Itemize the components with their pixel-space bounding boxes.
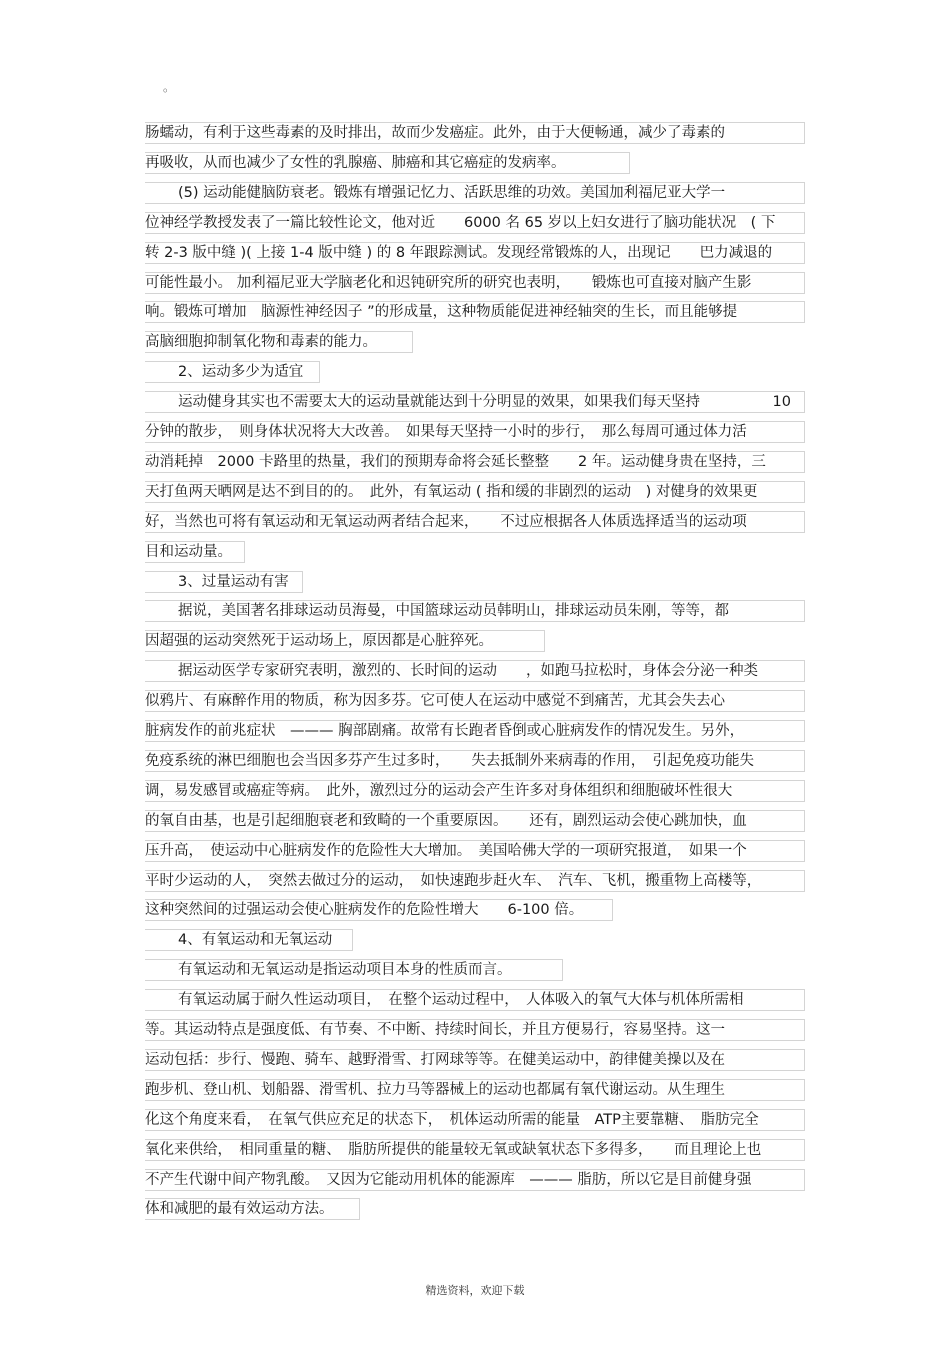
text-line-content: 动消耗掉 2000 卡路里的热量，我们的预期寿命将会延长整整 2 年。运动健身贵在坚持，三 xyxy=(145,453,766,470)
text-line xyxy=(0,987,950,1017)
text-line xyxy=(0,270,950,300)
text-line xyxy=(0,1196,950,1226)
text-line-content: 免疫系统的淋巴细胞也会当因多芬产生过多时， 失去抵制外来病毒的作用， 引起免疫功能失 xyxy=(145,752,754,769)
text-line xyxy=(0,957,950,987)
text-line-content: 转 2-3 版中缝 )( 上接 1-4 版中缝 ) 的 8 年跟踪测试。发现经常锻炼的人，出现记 巴力减退的 xyxy=(145,244,773,261)
text-line xyxy=(0,838,950,868)
text-line-content: 有氧运动属于耐久性运动项目， 在整个运动过程中， 人体吸入的氧气大体与机体所需相 xyxy=(178,992,744,1009)
text-line xyxy=(0,150,950,180)
text-line-content: 等。其运动特点是强度低、有节奏、不中断、持续时间长，并且方便易行，容易坚持。这一 xyxy=(145,1022,725,1038)
text-line xyxy=(0,180,950,210)
text-line xyxy=(0,210,950,240)
text-line-content: 的氧自由基，也是引起细胞衰老和致畸的一个重要原因。 还有，剧烈运动会使心跳加快，血 xyxy=(145,812,747,829)
text-line-content: 可能性最小。 加利福尼亚大学脑老化和迟钝研究所的研究也表明， 锻炼也可直接对脑产生影 xyxy=(145,274,752,291)
text-line xyxy=(0,419,950,449)
text-line-content: 位神经学教授发表了一篇比较性论文，他对近 6000 名 65 岁以上妇女进行了脑功能状况 ( 下 xyxy=(145,214,776,231)
text-line-content: 有氧运动和无氧运动是指运动项目本身的性质而言。 xyxy=(178,962,512,979)
text-line-content: 好，当然也可将有氧运动和无氧运动两者结合起来， 不过应根据各人体质选择适当的运动项 xyxy=(145,513,747,530)
text-line xyxy=(0,1047,950,1077)
text-line xyxy=(0,1107,950,1137)
text-line-content: 2、运动多少为适宜 xyxy=(178,364,304,381)
text-line-content: 脏病发作的前兆症状 ——— 胸部剧痛。故常有长跑者昏倒或心脏病发作的情况发生。另外， xyxy=(145,723,745,739)
text-line-content: 似鸦片、有麻醉作用的物质，称为因多芬。它可使人在运动中感觉不到痛苦，尤其会失去心 xyxy=(145,693,725,710)
text-line xyxy=(0,569,950,599)
text-line xyxy=(0,539,950,569)
text-line-content: 据运动医学专家研究表明，激烈的、长时间的运动 ，如跑马拉松时，身体会分泌一种类 xyxy=(178,663,758,680)
page-marker: 。 xyxy=(163,80,176,94)
text-line xyxy=(0,359,950,389)
text-line-content: 目和运动量。 xyxy=(145,543,232,560)
text-line xyxy=(0,1167,950,1197)
text-line xyxy=(0,1077,950,1107)
text-line xyxy=(0,688,950,718)
text-line-content: 运动健身其实也不需要太大的运动量就能达到十分明显的效果，如果我们每天坚持 10 xyxy=(178,394,791,411)
text-line-content: 化这个角度来看， 在氧气供应充足的状态下， 机体运动所需的能量 ATP主要靠糖、 脂肪完全 xyxy=(145,1111,759,1128)
text-line xyxy=(0,329,950,359)
text-line-content: 这种突然间的过强运动会使心脏病发作的危险性增大 6-100 倍。 xyxy=(145,902,584,919)
text-line-content: 4、有氧运动和无氧运动 xyxy=(178,932,333,949)
text-line-content: 平时少运动的人， 突然去做过分的运动， 如快速跑步赶火车、 汽车、飞机，搬重物上高楼等， xyxy=(145,872,762,889)
text-line-content: 分钟的散步， 则身体状况将大大改善。 如果每天坚持一小时的步行， 那么每周可通过体力活 xyxy=(145,424,747,440)
text-line xyxy=(0,808,950,838)
text-line xyxy=(0,240,950,270)
page-footer: 精选资料，欢迎下载 xyxy=(425,1284,525,1297)
text-line-content: 体和减肥的最有效运动方法。 xyxy=(145,1201,334,1218)
text-line-content: 天打鱼两天晒网是达不到目的的。 此外，有氧运动 ( 指和缓的非剧烈的运动 ) 对健身的效果更 xyxy=(145,483,758,500)
text-line xyxy=(0,658,950,688)
text-line-content: 因超强的运动突然死于运动场上，原因都是心脏猝死。 xyxy=(145,633,493,650)
text-line-content: 压升高， 使运动中心脏病发作的危险性大大增加。 美国哈佛大学的一项研究报道， 如果一个 xyxy=(145,842,747,859)
text-line-content: 氧化来供给， 相同重量的糖、 脂肪所提供的能量较无氧或缺氧状态下多得多， 而且理论上也 xyxy=(145,1141,762,1158)
text-line xyxy=(0,628,950,658)
text-line-content: 肠蠕动，有利于这些毒素的及时排出，故而少发癌症。此外，由于大便畅通，减少了毒素的 xyxy=(145,125,725,141)
text-line-content: (5) 运动能健脑防衰老。锻炼有增强记忆力、活跃思维的功效。美国加利福尼亚大学一 xyxy=(178,184,726,201)
text-line-content: 跑步机、登山机、划船器、滑雪机、拉力马等器械上的运动也都属有氧代谢运动。从生理生 xyxy=(145,1081,725,1098)
text-line xyxy=(0,509,950,539)
text-line-content: 调，易发感冒或癌症等病。 此外，激烈过分的运动会产生许多对身体组织和细胞破坏性很大 xyxy=(145,782,733,799)
text-line xyxy=(0,120,950,150)
text-line xyxy=(0,868,950,898)
text-line xyxy=(0,449,950,479)
text-line-content: 3、过量运动有害 xyxy=(178,573,289,590)
text-line xyxy=(0,598,950,628)
text-line xyxy=(0,299,950,329)
text-line-content: 再吸收，从而也减少了女性的乳腺癌、肺癌和其它癌症的发病率。 xyxy=(145,154,566,171)
text-line-content: 据说，美国著名排球运动员海曼，中国篮球运动员韩明山，排球运动员朱刚，等等，都 xyxy=(178,603,729,620)
text-line xyxy=(0,897,950,927)
text-line xyxy=(0,927,950,957)
text-line xyxy=(0,718,950,748)
text-line xyxy=(0,1137,950,1167)
text-line xyxy=(0,479,950,509)
text-line xyxy=(0,389,950,419)
text-line-content: 不产生代谢中间产物乳酸。 又因为它能动用机体的能源库 ——— 脂肪，所以它是目前健身强 xyxy=(145,1171,752,1188)
text-line xyxy=(0,748,950,778)
text-line-content: 运动包括：步行、慢跑、骑车、越野滑雪、打网球等等。在健美运动中，韵律健美操以及在 xyxy=(145,1051,725,1068)
text-line-content: 响。锻炼可增加 脑源性神经因子 ”的形成量，这种物质能促进神经轴突的生长，而且能够提 xyxy=(145,304,738,321)
text-line-content: 高脑细胞抑制氧化物和毒素的能力。 xyxy=(145,334,377,351)
text-line xyxy=(0,1017,950,1047)
text-line xyxy=(0,778,950,808)
